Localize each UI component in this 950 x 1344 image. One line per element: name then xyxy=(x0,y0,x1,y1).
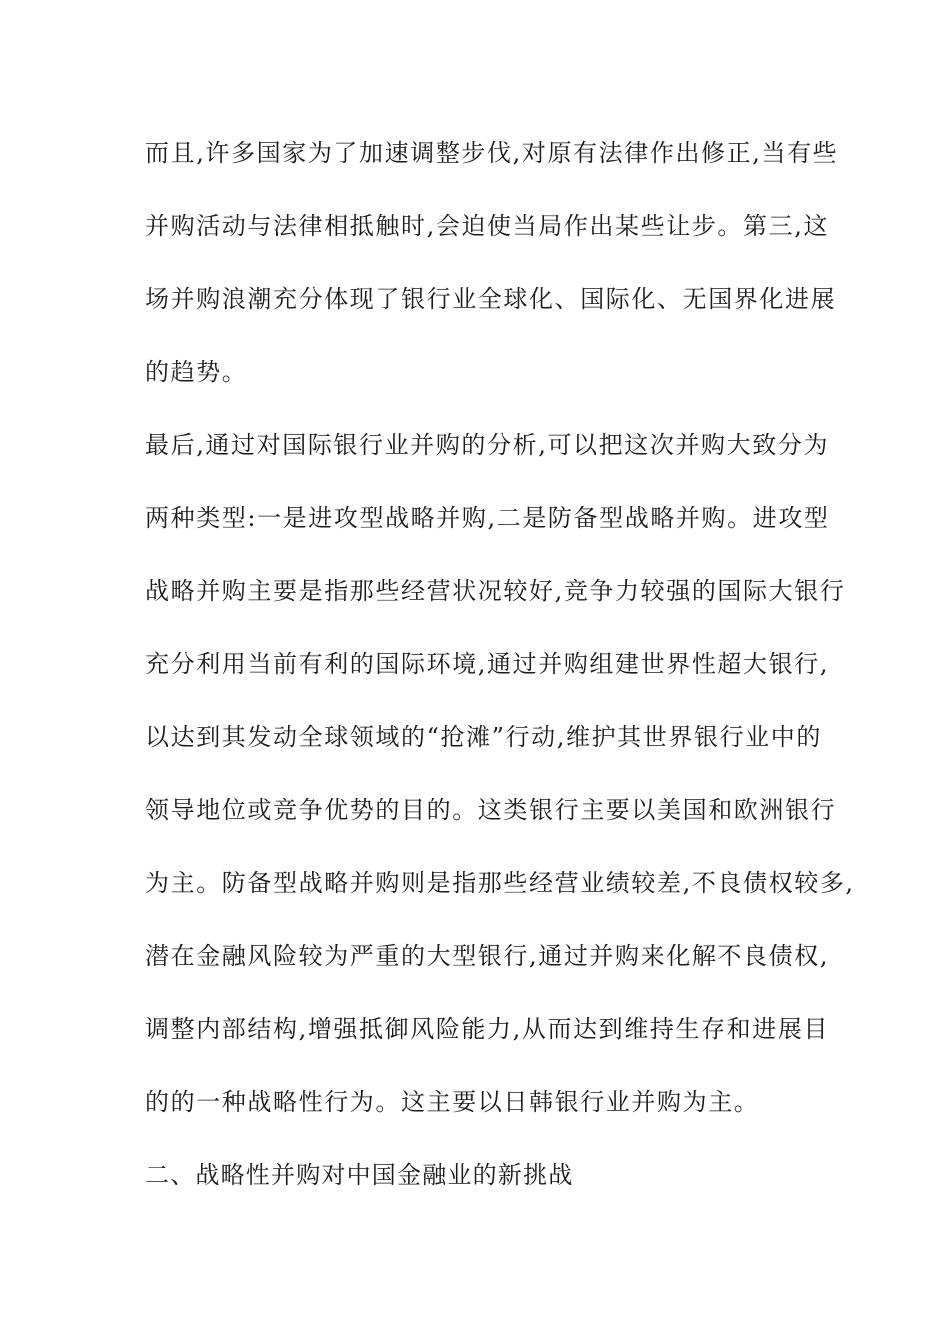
paragraph-line: 调整内部结构,增强抵御风险能力,从而达到维持生存和进展目 xyxy=(145,1015,830,1043)
paragraph-line: 充分利用当前有利的国际环境,通过并购组建世界性超大银行, xyxy=(145,650,830,678)
paragraph-line: 为主。防备型战略并购则是指那些经营业绩较差,不良债权较多, xyxy=(145,869,855,897)
paragraph-line: 而且,许多国家为了加速调整步伐,对原有法律作出修正,当有些 xyxy=(145,139,839,167)
paragraph-line: 战略并购主要是指那些经营状况较好,竞争力较强的国际大银行 xyxy=(145,577,846,605)
paragraph-line: 领导地位或竞争优势的目的。这类银行主要以美国和欧洲银行 xyxy=(145,796,837,824)
paragraph-line: 两种类型:一是进攻型战略并购,二是防备型战略并购。进攻型 xyxy=(145,504,830,532)
paragraph-line: 潜在金融风险较为严重的大型银行,通过并购来化解不良债权, xyxy=(145,942,830,970)
paragraph-line: 并购活动与法律相抵触时,会迫使当局作出某些让步。第三,这 xyxy=(145,212,830,240)
paragraph-line: 场并购浪潮充分体现了银行业全球化、国际化、无国界化进展 xyxy=(145,285,837,313)
section-heading: 二、战略性并购对中国金融业的新挑战 xyxy=(145,1161,574,1189)
paragraph-line: 最后,通过对国际银行业并购的分析,可以把这次并购大致分为 xyxy=(145,431,830,459)
paragraph-line: 的趋势。 xyxy=(145,358,248,386)
paragraph-line: 的的一种战略性行为。这主要以日韩银行业并购为主。 xyxy=(145,1088,760,1116)
paragraph-line: 以达到其发动全球领域的“抢滩”行动,维护其世界银行业中的 xyxy=(145,723,822,751)
